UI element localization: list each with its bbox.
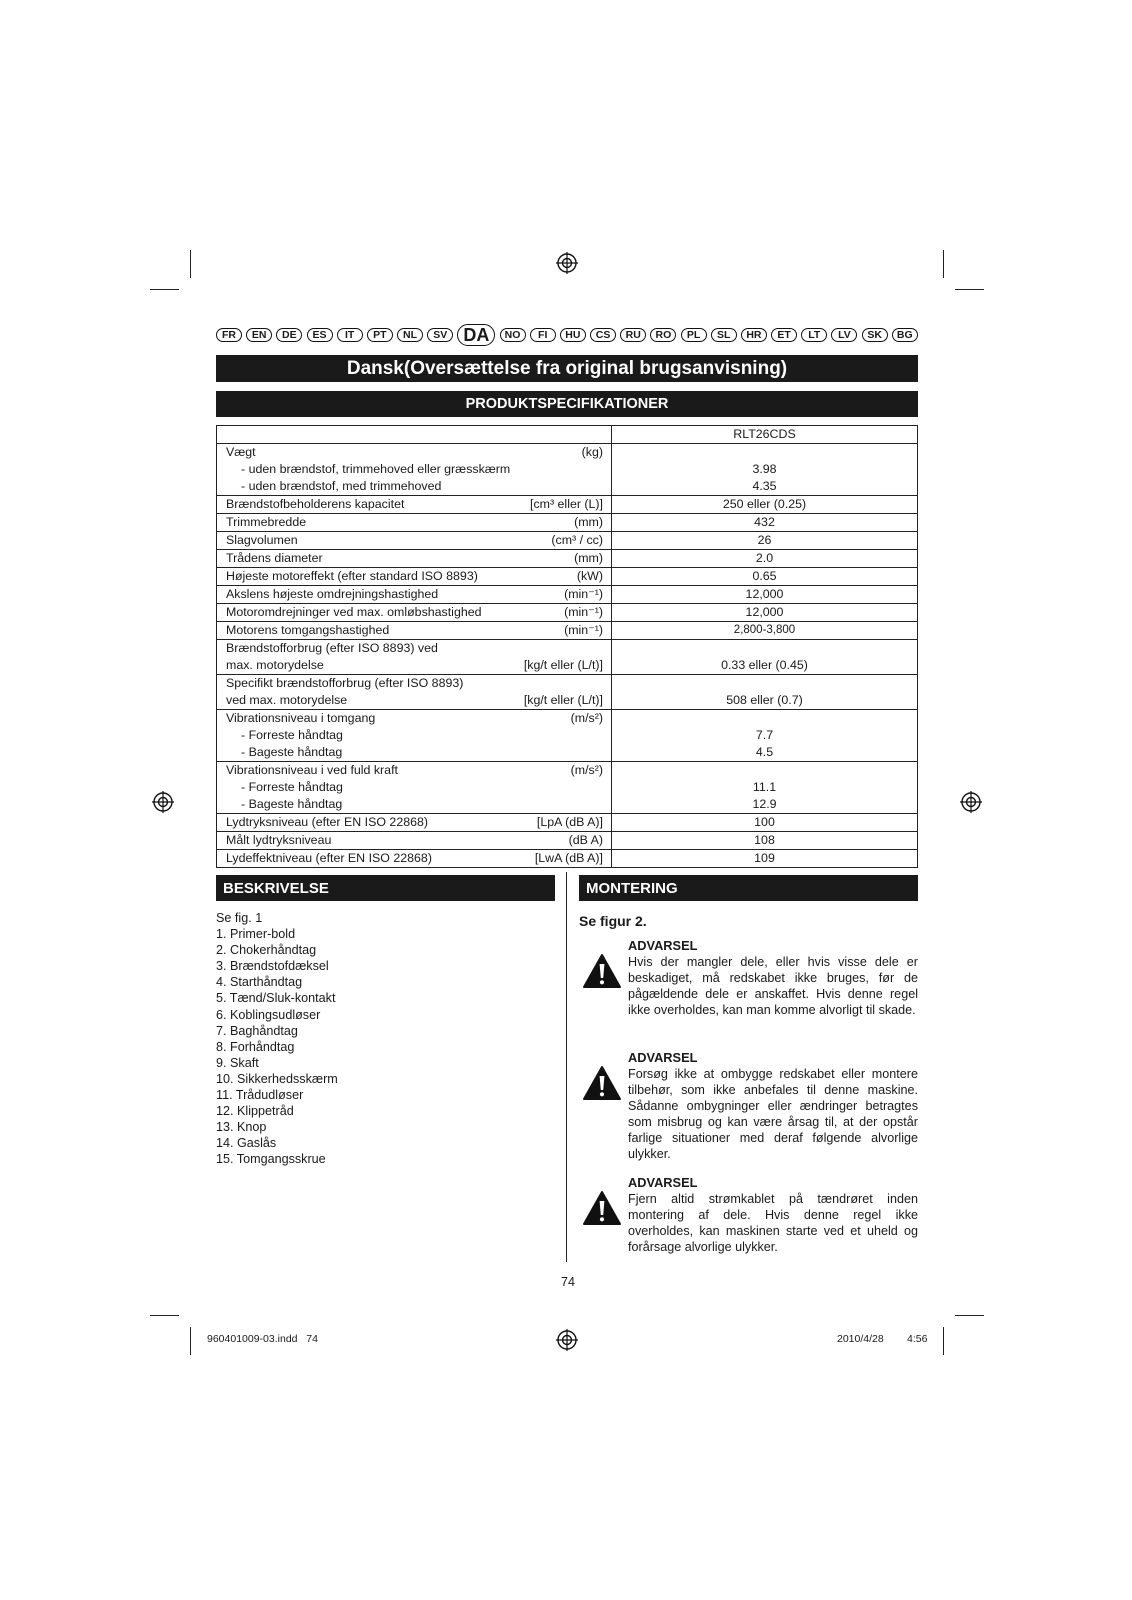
spec-value-cell bbox=[612, 814, 918, 832]
description-fig-ref: Se fig. 1 bbox=[216, 911, 263, 925]
language-tab-hu: HU bbox=[560, 328, 586, 342]
spec-label-line bbox=[226, 850, 603, 867]
registration-mark-icon bbox=[556, 252, 578, 274]
language-tab-lv: LV bbox=[831, 328, 857, 342]
spec-value-cell bbox=[612, 550, 918, 568]
language-tab-lt: LT bbox=[801, 328, 827, 342]
spec-label-cell bbox=[217, 444, 612, 496]
spec-label: Brændstofbeholderens kapacitet bbox=[226, 497, 405, 511]
spec-label-line bbox=[226, 568, 603, 585]
language-tab-it: IT bbox=[337, 328, 363, 342]
language-tab-ru: RU bbox=[620, 328, 646, 342]
spec-value-cell bbox=[612, 622, 918, 640]
spec-label-line bbox=[226, 532, 603, 549]
crop-mark bbox=[190, 1327, 191, 1355]
list-item: 6. Koblingsudløser bbox=[216, 1007, 321, 1022]
spec-unit: [cm³ eller (L)] bbox=[530, 497, 603, 511]
list-item: 5. Tænd/Sluk-kontakt bbox=[216, 991, 336, 1006]
spec-value: 26 bbox=[757, 533, 772, 547]
table-row bbox=[217, 550, 918, 568]
spec-label: Vægt bbox=[226, 445, 256, 459]
model-name: RLT26CDS bbox=[733, 427, 796, 441]
spec-value: 4.35 bbox=[752, 479, 777, 493]
spec-label-cell bbox=[217, 586, 612, 604]
spec-label-line bbox=[226, 478, 603, 495]
language-tab-no: NO bbox=[500, 328, 526, 342]
crop-mark bbox=[943, 250, 944, 278]
spec-label-cell bbox=[217, 604, 612, 622]
language-tab-hr: HR bbox=[741, 328, 767, 342]
spec-label-cell bbox=[217, 532, 612, 550]
warning-title: ADVARSEL bbox=[628, 938, 698, 953]
warning-text: Fjern altid strømkablet på tændrøret inden montering af dele. Hvis denne regel ikke overholdes, kan maskinen starte ved et uheld og forårsage alvorlige ulykker. bbox=[628, 1192, 918, 1254]
spec-label-line bbox=[226, 796, 603, 813]
spec-value: 12.9 bbox=[752, 797, 777, 811]
language-tab-et: ET bbox=[771, 328, 797, 342]
spec-label: - Bageste håndtag bbox=[241, 797, 343, 811]
spec-unit: (dB A) bbox=[568, 833, 603, 847]
list-item: 8. Forhåndtag bbox=[216, 1039, 295, 1054]
spec-label-cell bbox=[217, 832, 612, 850]
list-item: 9. Skaft bbox=[216, 1055, 259, 1070]
spec-label-cell bbox=[217, 850, 612, 868]
warning-block bbox=[582, 938, 918, 1018]
spec-label: max. motorydelse bbox=[226, 658, 324, 672]
warning-triangle-icon bbox=[582, 953, 622, 989]
spec-label-cell bbox=[217, 426, 612, 444]
spec-label-line bbox=[226, 762, 603, 779]
spec-value-cell bbox=[612, 568, 918, 586]
spec-unit: (cm³ / cc) bbox=[551, 533, 603, 547]
spec-label-line bbox=[226, 622, 603, 639]
spec-label: Lydtryksniveau (efter EN ISO 22868) bbox=[226, 815, 429, 829]
spec-value: 108 bbox=[754, 833, 775, 847]
spec-label: Højeste motoreffekt (efter standard ISO 8893) bbox=[226, 569, 478, 583]
warning-title: ADVARSEL bbox=[628, 1175, 698, 1190]
registration-mark-icon bbox=[152, 791, 174, 813]
language-tab-de: DE bbox=[276, 328, 302, 342]
description-list bbox=[216, 910, 338, 1168]
page-number: 74 bbox=[561, 1275, 575, 1289]
spec-label-line bbox=[226, 657, 603, 674]
list-item: 3. Brændstofdæksel bbox=[216, 959, 329, 974]
assembly-fig-ref: Se figur 2. bbox=[579, 913, 647, 929]
spec-label: Vibrationsniveau i ved fuld kraft bbox=[226, 763, 398, 777]
language-tab-es: ES bbox=[307, 328, 333, 342]
spec-value-cell bbox=[612, 532, 918, 550]
spec-value bbox=[612, 444, 917, 461]
spec-value: 0.33 eller (0.45) bbox=[721, 658, 808, 672]
table-row bbox=[217, 814, 918, 832]
footer-date: 2010/4/28 bbox=[837, 1333, 884, 1345]
spec-label: Brændstofforbrug (efter ISO 8893) ved bbox=[226, 641, 438, 655]
spec-value: 109 bbox=[754, 851, 775, 865]
spec-label-line bbox=[226, 779, 603, 796]
table-row bbox=[217, 832, 918, 850]
spec-heading: PRODUKTSPECIFIKATIONER bbox=[216, 391, 918, 417]
spec-label-cell bbox=[217, 710, 612, 762]
table-row bbox=[217, 444, 918, 496]
language-tab-en: EN bbox=[246, 328, 272, 342]
spec-label-cell bbox=[217, 568, 612, 586]
spec-label: Akslens højeste omdrejningshastighed bbox=[226, 587, 439, 601]
spec-value: 12,000 bbox=[745, 605, 784, 619]
spec-value-cell bbox=[612, 675, 918, 710]
table-row bbox=[217, 426, 918, 444]
warning-body bbox=[628, 1175, 918, 1255]
crop-mark bbox=[150, 1315, 179, 1316]
spec-label-line bbox=[226, 604, 603, 621]
footer-file: 960401009-03.indd 74 bbox=[207, 1333, 318, 1345]
language-tab-cs: CS bbox=[590, 328, 616, 342]
spec-value: 508 eller (0.7) bbox=[726, 693, 803, 707]
spec-label: - uden brændstof, trimmehoved eller græsskærm bbox=[241, 462, 511, 476]
spec-label-line bbox=[226, 496, 603, 513]
spec-value-cell bbox=[612, 444, 918, 496]
language-tab-sk: SK bbox=[862, 328, 888, 342]
table-row bbox=[217, 586, 918, 604]
spec-label-line bbox=[226, 814, 603, 831]
spec-label-line bbox=[226, 710, 603, 727]
list-item: 12. Klippetråd bbox=[216, 1104, 294, 1119]
list-item: 1. Primer-bold bbox=[216, 927, 296, 942]
spec-label-line bbox=[226, 514, 603, 531]
list-item: 13. Knop bbox=[216, 1120, 267, 1135]
registration-mark-icon bbox=[556, 1329, 578, 1351]
list-item: 11. Trådudløser bbox=[216, 1088, 304, 1103]
spec-label: Lydeffektniveau (efter EN ISO 22868) bbox=[226, 851, 432, 865]
spec-label: Vibrationsniveau i tomgang bbox=[226, 711, 376, 725]
spec-label-cell bbox=[217, 814, 612, 832]
language-tab-pl: PL bbox=[681, 328, 707, 342]
spec-label-cell bbox=[217, 640, 612, 675]
spec-value-cell bbox=[612, 640, 918, 675]
table-row bbox=[217, 850, 918, 868]
spec-label: ved max. motorydelse bbox=[226, 693, 348, 707]
spec-label-line bbox=[226, 727, 603, 744]
spec-value: 11.1 bbox=[752, 780, 777, 794]
spec-unit: (min⁻¹) bbox=[564, 587, 603, 601]
spec-label-cell bbox=[217, 762, 612, 814]
spec-unit: [kg/t eller (L/t)] bbox=[523, 693, 603, 707]
language-tab-sl: SL bbox=[711, 328, 737, 342]
spec-label: Motoromdrejninger ved max. omløbshastighed bbox=[226, 605, 482, 619]
list-item: 15. Tomgangsskrue bbox=[216, 1152, 326, 1167]
spec-value bbox=[612, 762, 917, 779]
spec-unit: (m/s²) bbox=[570, 711, 603, 725]
spec-unit: (kW) bbox=[576, 569, 603, 583]
language-tabs bbox=[216, 325, 918, 345]
crop-mark bbox=[190, 250, 191, 278]
spec-value bbox=[612, 640, 917, 657]
spec-value-cell bbox=[612, 514, 918, 532]
spec-label-line bbox=[226, 444, 603, 461]
spec-unit: (kg) bbox=[581, 445, 603, 459]
spec-label-cell bbox=[217, 622, 612, 640]
spec-value: 0.65 bbox=[752, 569, 777, 583]
spec-value-cell bbox=[612, 710, 918, 762]
warning-text: Forsøg ikke at ombygge redskabet eller montere tilbehør, som ikke anbefales til denne maskine. Sådanne ombygninger eller ændringer betragtes som misbrug og kan være årsag til, at der opstår farlige situationer med deraf følgende alvorlige ulykker. bbox=[628, 1067, 918, 1161]
spec-value-cell bbox=[612, 586, 918, 604]
model-cell bbox=[612, 426, 918, 444]
crop-mark bbox=[955, 1315, 984, 1316]
spec-unit: [LpA (dB A)] bbox=[536, 815, 603, 829]
spec-unit: [kg/t eller (L/t)] bbox=[523, 658, 603, 672]
warning-triangle-icon bbox=[582, 1065, 622, 1101]
warning-block bbox=[582, 1050, 918, 1162]
spec-label-cell bbox=[217, 514, 612, 532]
table-row bbox=[217, 568, 918, 586]
language-tab-bg: BG bbox=[892, 328, 918, 342]
table-row bbox=[217, 622, 918, 640]
registration-mark-icon bbox=[960, 791, 982, 813]
table-row bbox=[217, 604, 918, 622]
table-row bbox=[217, 640, 918, 675]
spec-value: 3.98 bbox=[752, 462, 777, 476]
spec-value: 12,000 bbox=[745, 587, 784, 601]
spec-label-line bbox=[226, 586, 603, 603]
spec-value: 2.0 bbox=[755, 551, 774, 565]
table-row bbox=[217, 762, 918, 814]
spec-label: - Forreste håndtag bbox=[241, 780, 343, 794]
spec-value-cell bbox=[612, 604, 918, 622]
language-tab-fi: FI bbox=[530, 328, 556, 342]
spec-value-cell bbox=[612, 850, 918, 868]
list-item: 2. Chokerhåndtag bbox=[216, 943, 317, 958]
language-tab-fr: FR bbox=[216, 328, 242, 342]
spec-value: 250 eller (0.25) bbox=[722, 497, 807, 511]
language-tab-nl: NL bbox=[397, 328, 423, 342]
spec-label: Målt lydtryksniveau bbox=[226, 833, 332, 847]
spec-label-line bbox=[226, 640, 603, 657]
spec-label: Trådens diameter bbox=[226, 551, 323, 565]
spec-unit: [LwA (dB A)] bbox=[534, 851, 603, 865]
language-tab-sv: SV bbox=[427, 328, 453, 342]
spec-table bbox=[216, 425, 918, 868]
crop-mark bbox=[943, 1327, 944, 1355]
table-row bbox=[217, 496, 918, 514]
warning-block bbox=[582, 1175, 918, 1255]
spec-label-line bbox=[226, 744, 603, 761]
language-tab-pt: PT bbox=[367, 328, 393, 342]
spec-unit: (min⁻¹) bbox=[564, 623, 603, 637]
spec-unit: (mm) bbox=[574, 515, 603, 529]
spec-label-line bbox=[226, 550, 603, 567]
spec-unit: (min⁻¹) bbox=[564, 605, 603, 619]
warning-text: Hvis der mangler dele, eller hvis visse dele er beskadiget, må redskabet ikke bruges, før de pågældende dele er anskaffet. Hvis denne regel ikke overholdes, kan man komme alvorligt til skade. bbox=[628, 955, 918, 1017]
list-item: 14. Gaslås bbox=[216, 1136, 277, 1151]
column-divider bbox=[566, 872, 567, 1262]
spec-label-line bbox=[226, 832, 603, 849]
language-tab-ro: RO bbox=[650, 328, 676, 342]
warning-title: ADVARSEL bbox=[628, 1050, 698, 1065]
description-heading: BESKRIVELSE bbox=[216, 875, 555, 901]
spec-value bbox=[612, 675, 917, 692]
spec-label: - uden brændstof, med trimmehoved bbox=[241, 479, 442, 493]
spec-value: 2,800-3,800 bbox=[733, 624, 796, 636]
spec-label-line bbox=[226, 461, 603, 478]
list-item: 4. Starthåndtag bbox=[216, 975, 303, 990]
spec-label: Trimmebredde bbox=[226, 515, 307, 529]
spec-label-cell bbox=[217, 675, 612, 710]
spec-label: - Bageste håndtag bbox=[241, 745, 343, 759]
spec-label-cell bbox=[217, 496, 612, 514]
footer-time: 4:56 bbox=[907, 1333, 928, 1345]
crop-mark bbox=[955, 289, 984, 290]
spec-label-line bbox=[226, 692, 603, 709]
spec-unit: (m/s²) bbox=[570, 763, 603, 777]
spec-value-cell bbox=[612, 762, 918, 814]
table-row bbox=[217, 710, 918, 762]
table-row bbox=[217, 514, 918, 532]
page-title: Dansk(Oversættelse fra original brugsanvisning) bbox=[216, 355, 918, 382]
spec-label: Slagvolumen bbox=[226, 533, 298, 547]
spec-value bbox=[612, 710, 917, 727]
spec-label: Specifikt brændstofforbrug (efter ISO 8893) bbox=[226, 676, 464, 690]
language-tab-da: DA bbox=[457, 324, 495, 346]
table-row bbox=[217, 675, 918, 710]
spec-value: 100 bbox=[754, 815, 775, 829]
spec-value: 7.7 bbox=[755, 728, 774, 742]
spec-label: Motorens tomgangshastighed bbox=[226, 623, 390, 637]
list-item: 10. Sikkerhedsskærm bbox=[216, 1071, 338, 1086]
spec-unit: (mm) bbox=[574, 551, 603, 565]
assembly-heading: MONTERING bbox=[579, 875, 918, 901]
table-row bbox=[217, 532, 918, 550]
warning-triangle-icon bbox=[582, 1190, 622, 1226]
spec-value-cell bbox=[612, 496, 918, 514]
spec-value: 4.5 bbox=[755, 745, 774, 759]
crop-mark bbox=[150, 289, 179, 290]
warning-body bbox=[628, 938, 918, 1018]
spec-label-line bbox=[226, 675, 603, 692]
spec-value-cell bbox=[612, 832, 918, 850]
warning-body bbox=[628, 1050, 918, 1162]
spec-label-cell bbox=[217, 550, 612, 568]
list-item: 7. Baghåndtag bbox=[216, 1023, 298, 1038]
spec-label: - Forreste håndtag bbox=[241, 728, 343, 742]
spec-value: 432 bbox=[754, 515, 775, 529]
